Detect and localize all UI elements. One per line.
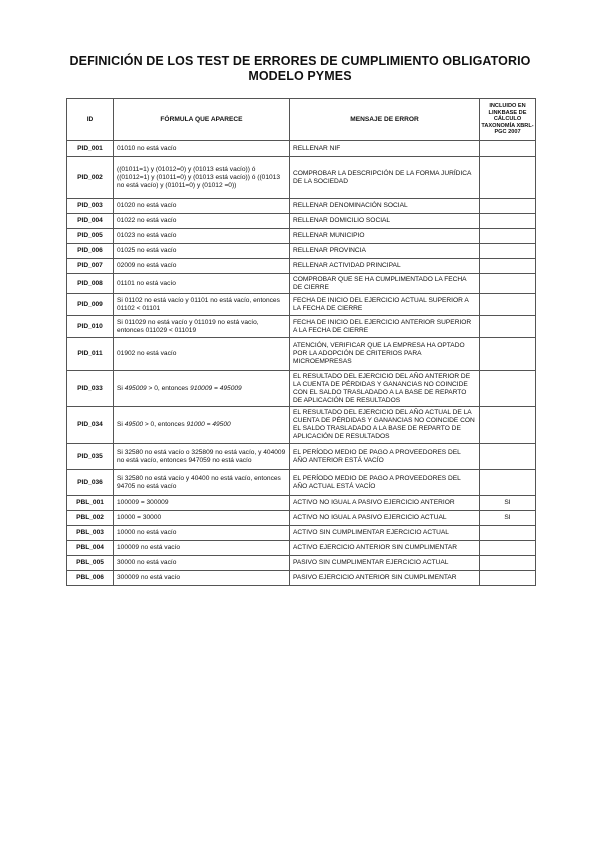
row-formula: 01022 no está vacío [114,214,290,229]
formula-italic-1: 495009 [124,384,147,392]
row-mensaje: ATENCIÓN, VERIFICAR QUE LA EMPRESA HA OPTADO POR LA ADOPCIÓN DE CRITERIOS PARA MICROEMPRESAS [290,338,480,371]
table-row [67,496,536,511]
row-formula: Si 32580 no está vacío y 40400 no está vacío, entonces 94705 no está vacío [114,470,290,496]
row-id: PID_008 [67,274,114,294]
formula-italic-2: 91000 = 49500 [186,421,231,428]
formula-italic-1: 49500 [124,421,144,428]
row-id: PID_035 [67,444,114,470]
table-row [67,141,536,157]
formula-prefix: Si [117,384,125,392]
row-mensaje: PASIVO SIN CUMPLIMENTAR EJERCICIO ACTUAL [290,556,480,571]
row-incluido [480,541,536,556]
row-mensaje: ACTIVO EJERCICIO ANTERIOR SIN CUMPLIMENTAR [290,541,480,556]
row-id: PID_033 [67,371,114,407]
row-formula: 01020 no está vacío [114,199,290,214]
table-row [67,526,536,541]
table-row [67,511,536,526]
row-id: PBL_002 [67,511,114,526]
row-formula: 01025 no está vacío [114,244,290,259]
row-formula: 100009 no está vacío [114,541,290,556]
row-incluido [480,141,536,157]
formula-prefix: Si [117,421,125,428]
row-mensaje: COMPROBAR QUE SE HA CUMPLIMENTADO LA FECHA DE CIERRE [290,274,480,294]
table-row [67,214,536,229]
row-incluido [480,274,536,294]
row-formula: 01902 no está vacío [114,338,290,371]
row-mensaje: RELLENAR NIF [290,141,480,157]
row-mensaje: RELLENAR PROVINCIA [290,244,480,259]
row-incluido [480,199,536,214]
row-id: PBL_003 [67,526,114,541]
row-formula: ((01011=1) y (01012=0) y (01013 está vacío)) ó ((01012=1) y (01011=0) y (01013 está vacío)) ó ((01013 no está vacío) y (01011=0) y (01012 =0)) [114,157,290,199]
row-incluido [480,244,536,259]
table-row [67,316,536,338]
row-incluido [480,294,536,316]
row-mensaje: ACTIVO NO IGUAL A PASIVO EJERCICIO ANTERIOR [290,496,480,511]
table-row [67,470,536,496]
row-id: PID_011 [67,338,114,371]
header-id: ID [67,99,114,141]
row-mensaje: COMPROBAR LA DESCRIPCIÓN DE LA FORMA JURÍDICA DE LA SOCIEDAD [290,157,480,199]
title-line-1: DEFINICIÓN DE LOS TEST DE ERRORES DE CUMPLIMIENTO OBLIGATORIO [69,54,531,68]
title-line-2: MODELO PYMES [248,69,352,83]
table-row [67,244,536,259]
table-row [67,157,536,199]
row-formula: Si 011029 no está vacío y 011019 no está vacío, entonces 011029 < 011019 [114,316,290,338]
row-id: PID_006 [67,244,114,259]
row-id: PBL_006 [67,571,114,586]
row-incluido [480,556,536,571]
row-incluido [480,526,536,541]
row-formula: 01101 no está vacío [114,274,290,294]
table-row [67,444,536,470]
row-formula: 300009 no está vacío [114,571,290,586]
table-row [67,556,536,571]
row-mensaje: RELLENAR ACTIVIDAD PRINCIPAL [290,259,480,274]
row-incluido [480,407,536,444]
row-id: PBL_004 [67,541,114,556]
row-mensaje: RELLENAR DOMICILIO SOCIAL [290,214,480,229]
header-incluido: INCLUIDO EN LINKBASE DE CÁLCULO TAXONOMÍA XBRL-PGC 2007 [480,99,536,141]
row-mensaje: EL RESULTADO DEL EJERCICIO DEL AÑO ACTUAL DE LA CUENTA DE PÉRDIDAS Y GANANCIAS NO COINCIDE CON EL SALDO TRASLADADO A LA BASE DE REPARTO DE APLICACIÓN DE RESULTADOS [290,407,480,444]
row-mensaje: EL PERÍODO MEDIO DE PAGO A PROVEEDORES DEL AÑO ANTERIOR ESTÁ VACÍO [290,444,480,470]
row-id: PID_036 [67,470,114,496]
row-id: PID_007 [67,259,114,274]
row-formula: 30000 no está vacío [114,556,290,571]
row-formula [114,371,290,407]
table-row [67,274,536,294]
row-formula: 10000 = 30000 [114,511,290,526]
row-id: PID_005 [67,229,114,244]
table-row [67,229,536,244]
row-incluido [480,214,536,229]
row-incluido [480,470,536,496]
row-formula: 01010 no está vacío [114,141,290,157]
row-mensaje: FECHA DE INICIO DEL EJERCICIO ANTERIOR SUPERIOR A LA FECHA DE CIERRE [290,316,480,338]
row-mensaje: EL PERÍODO MEDIO DE PAGO A PROVEEDORES DEL AÑO ACTUAL ESTÁ VACÍO [290,470,480,496]
row-incluido [480,229,536,244]
row-id: PID_003 [67,199,114,214]
row-id: PID_010 [67,316,114,338]
row-formula: 10000 no está vacío [114,526,290,541]
row-formula: Si 32580 no está vacío o 325809 no está vacío, y 404009 no está vacío, entonces 947059 no está vacío [114,444,290,470]
row-id: PBL_005 [67,556,114,571]
row-incluido [480,259,536,274]
header-mensaje: MENSAJE DE ERROR [290,99,480,141]
row-formula: 01023 no está vacío [114,229,290,244]
row-mensaje: EL RESULTADO DEL EJERCICIO DEL AÑO ANTERIOR DE LA CUENTA DE PÉRDIDAS Y GANANCIAS NO COINCIDE CON EL SALDO TRASLADADO A LA BASE DE REPARTO DE APLICACIÓN DE RESULTADOS [290,371,480,407]
row-id: PID_001 [67,141,114,157]
header-formula: FÓRMULA QUE APARECE [114,99,290,141]
row-mensaje: FECHA DE INICIO DEL EJERCICIO ACTUAL SUPERIOR A LA FECHA DE CIERRE [290,294,480,316]
table-row [67,294,536,316]
table-row [67,541,536,556]
document-title [0,54,600,84]
row-incluido: SI [480,496,536,511]
row-formula: 100009 = 300009 [114,496,290,511]
row-formula: 02009 no está vacío [114,259,290,274]
row-id: PID_034 [67,407,114,444]
table-row [67,371,536,407]
row-incluido [480,157,536,199]
row-incluido [480,316,536,338]
table-row [67,571,536,586]
error-tests-table [66,98,536,586]
row-mensaje: PASIVO EJERCICIO ANTERIOR SIN CUMPLIMENTAR [290,571,480,586]
row-incluido [480,571,536,586]
formula-italic-2: 910009 = 495009 [190,384,242,392]
row-mensaje: RELLENAR DENOMINACIÓN SOCIAL [290,199,480,214]
row-incluido [480,444,536,470]
table-row [67,259,536,274]
formula-middle: > 0, entonces [143,421,187,428]
row-id: PID_004 [67,214,114,229]
row-formula: Si 01102 no está vacío y 01101 no está vacío, entonces 01102 < 01101 [114,294,290,316]
row-mensaje: RELLENAR MUNICIPIO [290,229,480,244]
row-incluido [480,338,536,371]
table-row [67,199,536,214]
row-id: PBL_001 [67,496,114,511]
table-row [67,407,536,444]
table-row [67,338,536,371]
formula-middle: > 0, entonces [146,384,191,392]
row-id: PID_009 [67,294,114,316]
row-incluido [480,371,536,407]
row-formula [114,407,290,444]
table-header-row [67,99,536,141]
row-incluido: SI [480,511,536,526]
row-id: PID_002 [67,157,114,199]
row-mensaje: ACTIVO SIN CUMPLIMENTAR EJERCICIO ACTUAL [290,526,480,541]
row-mensaje: ACTIVO NO IGUAL A PASIVO EJERCICIO ACTUAL [290,511,480,526]
